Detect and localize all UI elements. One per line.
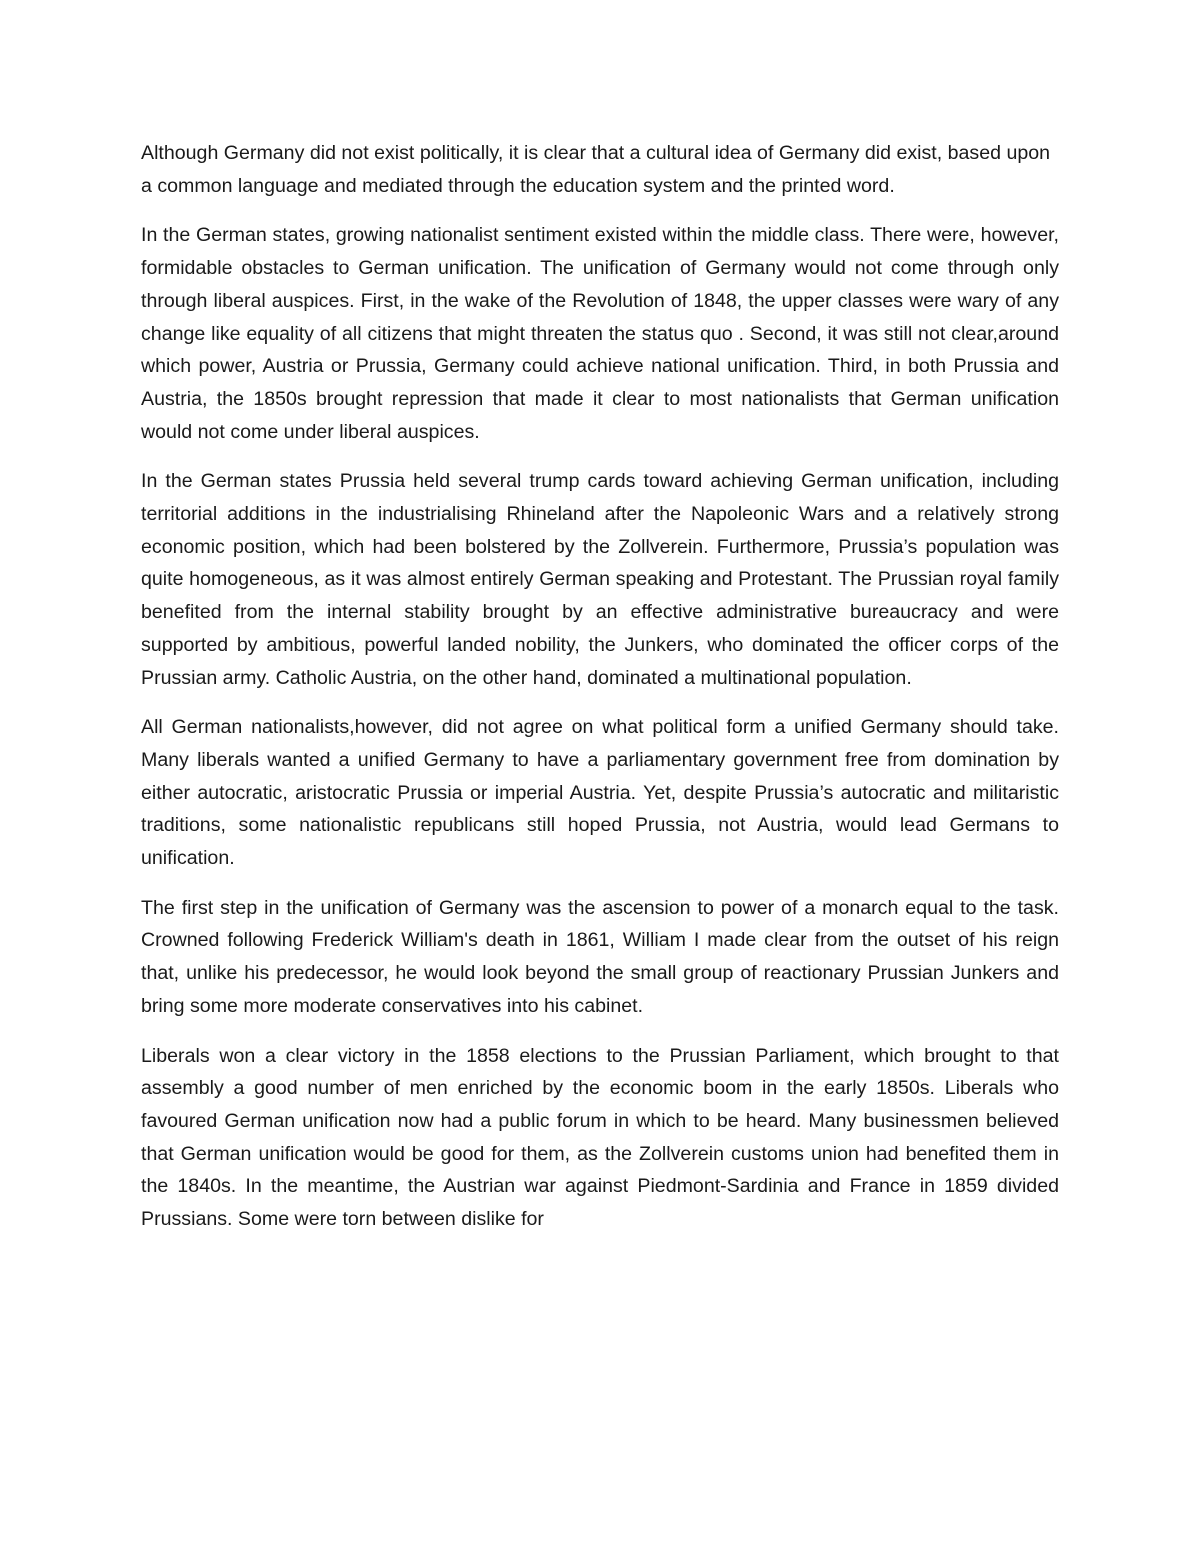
paragraph-6: Liberals won a clear victory in the 1858 elections to the Prussian Parliament, which brought to that assembly a good number of men enriched by the economic boom in the early 1850s. Liberals who favoured German unification now had a public forum in which to be heard. Many businessmen believed that German unification would be good for them, as the Zollverein customs union had benefited them in the 1840s. In the meantime, the Austrian war against Piedmont-Sardinia and France in 1859 divided Prussians. Some were torn between dislike for [141,1044,1059,1231]
paragraph-1: Although Germany did not exist politically, it is clear that a cultural idea of Germany did exist, based upon a common language and mediated through the education system and the printed word. [141,142,1051,197]
paragraph-5: The first step in the unification of Germany was the ascension to power of a monarch equal to the task. Crowned following Frederick William's death in 1861, William I made clear from the outset of his reign that, unlike his predecessor, he would look beyond the small group of reactionary Prussian Junkers and bring some more moderate conservatives into his cabinet. [141,896,1059,1017]
document-body [141,137,1059,1253]
paragraph-2: In the German states, growing nationalist sentiment existed within the middle class. There were, however, formidable obstacles to German unification. The unification of Germany would not come through only through liberal auspices. First, in the wake of the Revolution of 1848, the upper classes were wary of any change like equality of all citizens that might threaten the status quo . Second, it was still not clear,around which power, Austria or Prussia, Germany could achieve national unification. Third, in both Prussia and Austria, the 1850s brought repression that made it clear to most nationalists that German unification would not come under liberal auspices. [141,224,1059,443]
paragraph-4: All German nationalists,however, did not agree on what political form a unified Germany should take. Many liberals wanted a unified Germany to have a parliamentary government free from domination by either autocratic, aristocratic Prussia or imperial Austria. Yet, despite Prussia’s autocratic and militaristic traditions, some nationalistic republicans still hoped Prussia, not Austria, would lead Germans to unification. [141,716,1059,870]
paragraph-3: In the German states Prussia held several trump cards toward achieving German unification, including territorial additions in the industrialising Rhineland after the Napoleonic Wars and a relatively strong economic position, which had been bolstered by the Zollverein. Furthermore, Prussia’s population was quite homogeneous, as it was almost entirely German speaking and Protestant. The Prussian royal family benefited from the internal stability brought by an effective administrative bureaucracy and were supported by ambitious, powerful landed nobility, the Junkers, who dominated the officer corps of the Prussian army. Catholic Austria, on the other hand, dominated a multinational population. [141,470,1059,689]
